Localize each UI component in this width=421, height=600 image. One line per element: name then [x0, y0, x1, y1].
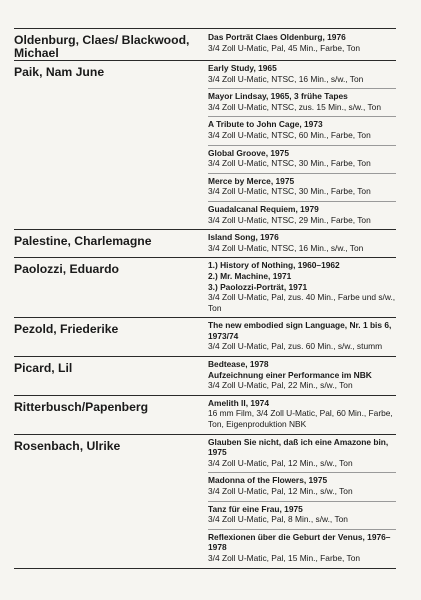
artist-entry: [14, 356, 396, 395]
work-detail: 3/4 Zoll U-Matic, Pal, 8 Min., s/w., Ton: [208, 514, 348, 525]
work-detail: 3/4 Zoll U-Matic, Pal, zus. 40 Min., Farbe und s/w., Ton: [208, 292, 396, 313]
work-detail: 3/4 Zoll U-Matic, Pal, 12 Min., s/w., Ton: [208, 457, 353, 468]
work-item: [208, 357, 396, 395]
work-list: [208, 357, 396, 395]
work-item: [208, 173, 396, 201]
work-title: Early Study, 1965: [208, 63, 277, 73]
work-list: [208, 258, 396, 317]
work-detail: 3/4 Zoll U-Matic, NTSC, 16 Min., s/w., Ton: [208, 73, 364, 84]
work-title: The new embodied sign Language, Nr. 1 bis 6, 1973/74: [208, 320, 392, 341]
work-detail: 3/4 Zoll U-Matic, NTSC, 16 Min., s/w., Ton: [208, 242, 364, 253]
work-title: Glauben Sie nicht, daß ich eine Amazone bin, 1975: [208, 436, 389, 458]
artist-name: Picard, Lil: [14, 361, 73, 376]
work-item: [208, 396, 396, 434]
work-item: [208, 258, 396, 317]
work-title: Das Porträt Claes Oldenburg, 1976: [208, 32, 346, 42]
work-item: [208, 29, 396, 57]
work-detail: 3/4 Zoll U-Matic, Pal, 15 Min., Farbe, Ton: [208, 552, 361, 563]
entry-list: [14, 28, 396, 568]
work-title: A Tribute to John Cage, 1973: [208, 119, 323, 130]
work-title: Amelith II, 1974: [208, 397, 269, 408]
artist-name: Oldenburg, Claes/ Blackwood, Michael: [14, 33, 190, 60]
work-detail: 3/4 Zoll U-Matic, Pal, 12 Min., s/w., Ton: [208, 486, 353, 496]
work-list: [208, 396, 396, 434]
work-detail: 3/4 Zoll U-Matic, Pal, zus. 60 Min., s/w., stumm: [208, 341, 383, 352]
work-title: Island Song, 1976: [208, 232, 279, 243]
work-item: [208, 435, 396, 473]
artist-entry: [14, 395, 396, 434]
work-title: Mayor Lindsay, 1965, 3 frühe Tapes: [208, 91, 348, 102]
artist-entry: [14, 434, 396, 568]
work-detail: 3/4 Zoll U-Matic, NTSC, 60 Min., Farbe, Ton: [208, 129, 371, 140]
artist-name: Pezold, Friederike: [14, 322, 119, 337]
work-detail: 3/4 Zoll U-Matic, NTSC, 30 Min., Farbe, Ton: [208, 158, 371, 169]
work-list: [208, 61, 396, 229]
work-title: Tanz für eine Frau, 1975: [208, 503, 303, 514]
work-item: [208, 318, 396, 356]
work-title: Guadalcanal Requiem, 1979: [208, 203, 319, 214]
work-detail: 3/4 Zoll U-Matic, Pal, 22 Min., s/w., Ton: [208, 380, 353, 391]
bottom-rule: [14, 568, 396, 569]
artist-name: Ritterbusch/Papenberg: [14, 399, 149, 414]
work-item: [208, 88, 396, 116]
artist-entry: [14, 257, 396, 317]
artist-entry: [14, 60, 396, 229]
artist-name: Paolozzi, Eduardo: [14, 262, 119, 277]
work-detail: 3/4 Zoll U-Matic, NTSC, zus. 15 Min., s/w., Ton: [208, 101, 381, 112]
work-title: Madonna of the Flowers, 1975: [208, 475, 328, 486]
work-item: [208, 472, 396, 500]
artist-entry: [14, 229, 396, 257]
work-item: [208, 61, 396, 88]
work-title: Global Groove, 1975: [208, 147, 289, 158]
artist-name: Paik, Nam June: [14, 65, 105, 79]
work-list: [208, 29, 396, 60]
work-item: [208, 501, 396, 529]
catalog-page: [14, 28, 396, 569]
work-title: Merce by Merce, 1975: [208, 175, 295, 186]
work-list: [208, 435, 396, 568]
work-item: [208, 230, 396, 257]
work-item: [208, 529, 396, 568]
work-item: [208, 201, 396, 229]
work-item: [208, 145, 396, 173]
artist-entry: [14, 28, 396, 60]
work-detail: 16 mm Film, 3/4 Zoll U-Matic, Pal, 60 Min., Farbe, Ton, Eigenproduktion NBK: [208, 408, 393, 430]
work-title: Bedtease, 1978 Aufzeichnung einer Performance im NBK: [208, 359, 372, 380]
work-detail: 3/4 Zoll U-Matic, NTSC, 29 Min., Farbe, Ton: [208, 214, 371, 225]
artist-name: Palestine, Charlemagne: [14, 234, 152, 249]
work-list: [208, 230, 396, 257]
artist-name: Rosenbach, Ulrike: [14, 438, 121, 453]
work-title: Reflexionen über die Geburt der Venus, 1976–1978: [208, 531, 391, 553]
work-title: 1.) History of Nothing, 1960–1962 2.) Mr. Machine, 1971 3.) Paolozzi-Porträt, 1971: [208, 260, 340, 292]
work-list: [208, 318, 396, 356]
work-detail: 3/4 Zoll U-Matic, Pal, 45 Min., Farbe, Ton: [208, 42, 361, 53]
work-item: [208, 116, 396, 144]
artist-entry: [14, 317, 396, 356]
work-detail: 3/4 Zoll U-Matic, NTSC, 30 Min., Farbe, Ton: [208, 186, 371, 197]
